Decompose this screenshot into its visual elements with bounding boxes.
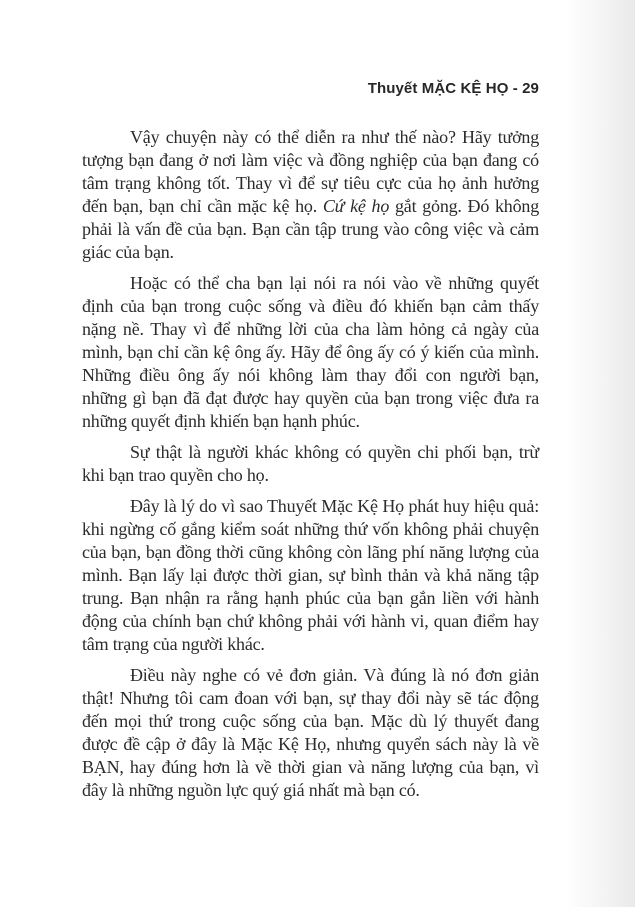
text-run: Vậy chuyện này có thể diễn ra như thế nào? Hãy tưởng tượng bạn đang ở nơi làm việc và đồng nghiệp của bạn đang có tâm trạng không tốt. Thay vì để sự tiêu cực của họ ảnh hưởng đến bạn, bạn chỉ cần mặc kệ họ.	[82, 127, 539, 216]
text-run: Hoặc có thể cha bạn lại nói ra nói vào về những quyết định của bạn trong cuộc sống và điều đó khiến bạn cảm thấy nặng nề. Thay vì để những lời của cha làm hỏng cả ngày của mình, bạn chỉ cần kệ ông ấy. Hãy để ông ấy có ý kiến của mình. Những điều ông ấy nói không làm thay đổi con người bạn, những gì bạn đã đạt được hay quyền của bạn trong việc đưa ra những quyết định khiến bạn hạnh phúc.	[82, 273, 539, 431]
paragraph	[82, 664, 539, 802]
page-body	[82, 126, 539, 802]
paragraph	[82, 126, 539, 264]
running-header: Thuyết MẶC KỆ HỌ - 29	[367, 80, 539, 97]
paragraph	[82, 272, 539, 433]
paragraph	[82, 441, 539, 487]
text-run: Đây là lý do vì sao Thuyết Mặc Kệ Họ phát huy hiệu quả: khi ngừng cố gắng kiểm soát những thứ vốn không phải chuyện của bạn, bạn đồng thời cũng không còn lãng phí năng lượng của mình. Bạn lấy lại được thời gian, sự bình thản và khả năng tập trung. Bạn nhận ra rằng hạnh phúc của bạn gắn liền với hành động của chính bạn chứ không phải với hành vi, quan điểm hay tâm trạng của người khác.	[82, 496, 539, 654]
text-run: Điều này nghe có vẻ đơn giản. Và đúng là nó đơn giản thật! Nhưng tôi cam đoan với bạn, sự thay đổi này sẽ tác động đến mọi thứ trong cuộc sống của bạn. Mặc dù lý thuyết đang được đề cập ở đây là Mặc Kệ Họ, nhưng quyển sách này là về BẠN, hay đúng hơn là về thời gian và năng lượng của bạn, vì đây là những nguồn lực quý giá nhất mà bạn có.	[82, 665, 539, 800]
paragraph	[82, 495, 539, 656]
page-edge-shadow	[565, 0, 635, 907]
text-run: Sự thật là người khác không có quyền chi phối bạn, trừ khi bạn trao quyền cho họ.	[82, 442, 539, 485]
text-run-italic: Cứ kệ họ	[322, 196, 390, 216]
text-run: gắt gỏng. Đó không phải là vấn đề của bạn. Bạn cần tập trung vào công việc và cảm giác của bạn.	[82, 196, 539, 262]
